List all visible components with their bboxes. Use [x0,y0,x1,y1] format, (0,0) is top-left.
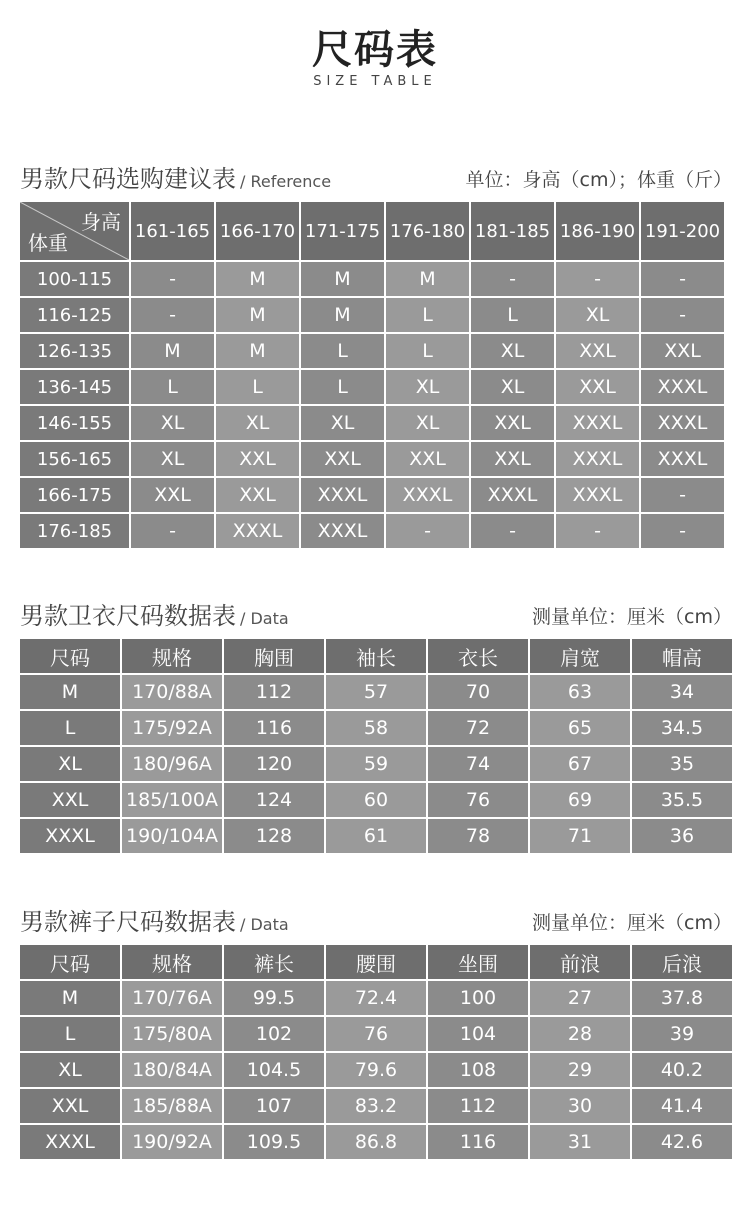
size-cell: XXL [216,478,299,512]
data-cell: 100 [428,981,528,1015]
table-row [20,675,732,709]
column-header: 肩宽 [530,639,630,673]
hoodie-title-en: / Data [240,609,289,628]
data-cell: 185/100A [122,783,222,817]
size-cell: XL [386,406,469,440]
data-cell: 190/92A [122,1125,222,1159]
column-header: 胸围 [224,639,324,673]
size-cell: XXL [556,334,639,368]
height-range-header: 166-170 [216,202,299,260]
data-cell: 74 [428,747,528,781]
size-cell: XL [131,442,214,476]
data-cell: 37.8 [632,981,732,1015]
table-row [20,747,732,781]
size-cell: XL [131,406,214,440]
data-cell: 104.5 [224,1053,324,1087]
weight-range-cell: 166-175 [20,478,129,512]
weight-range-cell: 146-155 [20,406,129,440]
size-cell: - [131,298,214,332]
size-cell: M [216,298,299,332]
table-row [20,514,724,548]
table-row [20,783,732,817]
size-cell: XL [471,334,554,368]
reference-title-en: / Reference [240,172,332,191]
table-row [20,442,724,476]
size-cell: XL [216,406,299,440]
weight-range-cell: 116-125 [20,298,129,332]
size-cell: M [216,262,299,296]
data-cell: 69 [530,783,630,817]
size-cell: - [556,514,639,548]
pants-title-en: / Data [240,915,289,934]
size-cell: XL [301,406,384,440]
table-row [20,1053,732,1087]
data-cell: 36 [632,819,732,853]
size-cell: M [386,262,469,296]
size-cell: XXXL [216,514,299,548]
size-cell: XXXL [641,442,724,476]
data-cell: 102 [224,1017,324,1051]
data-cell: 120 [224,747,324,781]
column-header: 裤长 [224,945,324,979]
size-cell: L [301,370,384,404]
size-cell: - [471,262,554,296]
height-range-header: 186-190 [556,202,639,260]
data-cell: 78 [428,819,528,853]
data-cell: 30 [530,1089,630,1123]
data-cell: 109.5 [224,1125,324,1159]
data-cell: 175/92A [122,711,222,745]
data-cell: 76 [326,1017,426,1051]
reference-title: 男款尺码选购建议表 [20,165,236,193]
table-row [20,370,724,404]
size-cell: - [641,262,724,296]
column-header: 规格 [122,639,222,673]
hoodie-section-header [20,597,732,631]
data-cell: 59 [326,747,426,781]
weight-range-cell: 156-165 [20,442,129,476]
data-cell: 180/84A [122,1053,222,1087]
size-cell: L [131,370,214,404]
pants-unit: 测量单位：厘米（cm） [532,912,732,934]
size-cell: M [301,262,384,296]
size-cell: - [641,514,724,548]
size-cell: XXL [386,442,469,476]
table-row [20,1017,732,1051]
data-cell: 112 [428,1089,528,1123]
data-cell: 170/76A [122,981,222,1015]
size-label-cell: XL [20,747,120,781]
data-cell: 99.5 [224,981,324,1015]
corner-diagonal [20,202,129,260]
height-range-header: 181-185 [471,202,554,260]
column-header: 前浪 [530,945,630,979]
size-cell: XXL [471,442,554,476]
data-cell: 27 [530,981,630,1015]
size-label-cell: XXXL [20,819,120,853]
table-row [20,334,724,368]
reference-table [18,200,726,550]
table-row [20,478,724,512]
weight-range-cell: 176-185 [20,514,129,548]
data-cell: 57 [326,675,426,709]
data-cell: 42.6 [632,1125,732,1159]
size-cell: L [216,370,299,404]
data-cell: 67 [530,747,630,781]
column-header: 衣长 [428,639,528,673]
column-header: 帽高 [632,639,732,673]
reference-section-header [20,160,732,194]
size-cell: - [386,514,469,548]
data-cell: 104 [428,1017,528,1051]
data-cell: 39 [632,1017,732,1051]
size-cell: XXXL [471,478,554,512]
size-label-cell: L [20,711,120,745]
reference-header-row [20,202,724,260]
data-cell: 31 [530,1125,630,1159]
data-cell: 65 [530,711,630,745]
data-cell: 34 [632,675,732,709]
size-label-cell: XXL [20,1089,120,1123]
data-cell: 180/96A [122,747,222,781]
size-cell: XXXL [301,478,384,512]
size-cell: XXXL [386,478,469,512]
size-label-cell: XXXL [20,1125,120,1159]
data-cell: 116 [428,1125,528,1159]
size-cell: XL [471,370,554,404]
size-cell: M [131,334,214,368]
table-row [20,1125,732,1159]
size-cell: - [641,298,724,332]
data-cell: 72 [428,711,528,745]
height-range-header: 171-175 [301,202,384,260]
page-subtitle: SIZE TABLE [313,74,437,89]
data-cell: 35.5 [632,783,732,817]
reference-unit: 单位：身高（cm）；体重（斤） [465,169,732,191]
height-range-header: 176-180 [386,202,469,260]
weight-range-cell: 136-145 [20,370,129,404]
column-header: 尺码 [20,639,120,673]
size-cell: XL [556,298,639,332]
data-cell: 29 [530,1053,630,1087]
size-cell: XL [386,370,469,404]
data-cell: 190/104A [122,819,222,853]
hoodie-unit: 测量单位：厘米（cm） [532,606,732,628]
size-label-cell: M [20,981,120,1015]
page-header [0,24,750,89]
data-cell: 76 [428,783,528,817]
height-range-header: 161-165 [131,202,214,260]
data-cell: 79.6 [326,1053,426,1087]
size-cell: XXXL [556,478,639,512]
corner-height-label: 身高 [81,210,121,234]
hoodie-title: 男款卫衣尺码数据表 [20,602,236,630]
table-row [20,262,724,296]
weight-range-cell: 100-115 [20,262,129,296]
column-header: 规格 [122,945,222,979]
corner-weight-label: 体重 [28,231,68,255]
data-cell: 175/80A [122,1017,222,1051]
size-cell: XXXL [641,370,724,404]
column-header: 袖长 [326,639,426,673]
size-cell: XXL [641,334,724,368]
data-cell: 41.4 [632,1089,732,1123]
size-cell: XXXL [301,514,384,548]
column-header: 尺码 [20,945,120,979]
table-row [20,981,732,1015]
data-cell: 63 [530,675,630,709]
data-cell: 108 [428,1053,528,1087]
data-cell: 72.4 [326,981,426,1015]
data-cell: 58 [326,711,426,745]
column-header: 坐围 [428,945,528,979]
size-label-cell: XL [20,1053,120,1087]
size-cell: - [556,262,639,296]
size-cell: XXXL [556,406,639,440]
table-row [20,1089,732,1123]
hoodie-table [18,637,734,855]
data-cell: 86.8 [326,1125,426,1159]
data-cell: 61 [326,819,426,853]
data-cell: 185/88A [122,1089,222,1123]
data-cell: 60 [326,783,426,817]
pants-section-header [20,903,732,937]
size-label-cell: M [20,675,120,709]
size-label-cell: XXL [20,783,120,817]
data-cell: 116 [224,711,324,745]
data-cell: 128 [224,819,324,853]
size-cell: M [301,298,384,332]
size-cell: L [471,298,554,332]
data-cell: 107 [224,1089,324,1123]
reference-corner-cell [20,202,129,260]
size-cell: XXL [131,478,214,512]
page-title: 尺码表 [312,27,438,73]
table-row [20,406,724,440]
pants-header-row [20,945,732,979]
data-cell: 34.5 [632,711,732,745]
weight-range-cell: 126-135 [20,334,129,368]
size-cell: - [131,514,214,548]
size-cell: XXL [471,406,554,440]
size-cell: - [641,478,724,512]
size-cell: XXXL [556,442,639,476]
height-range-header: 191-200 [641,202,724,260]
size-cell: M [216,334,299,368]
data-cell: 83.2 [326,1089,426,1123]
size-cell: - [471,514,554,548]
size-cell: L [301,334,384,368]
table-row [20,298,724,332]
table-row [20,711,732,745]
data-cell: 170/88A [122,675,222,709]
size-cell: XXL [556,370,639,404]
size-cell: - [131,262,214,296]
data-cell: 70 [428,675,528,709]
size-cell: L [386,334,469,368]
column-header: 后浪 [632,945,732,979]
data-cell: 71 [530,819,630,853]
pants-table [18,943,734,1161]
size-cell: XXXL [641,406,724,440]
size-cell: L [386,298,469,332]
data-cell: 40.2 [632,1053,732,1087]
table-row [20,819,732,853]
data-cell: 28 [530,1017,630,1051]
data-cell: 35 [632,747,732,781]
size-label-cell: L [20,1017,120,1051]
size-cell: XXL [216,442,299,476]
size-cell: XXL [301,442,384,476]
pants-title: 男款裤子尺码数据表 [20,908,236,936]
hoodie-header-row [20,639,732,673]
data-cell: 124 [224,783,324,817]
data-cell: 112 [224,675,324,709]
column-header: 腰围 [326,945,426,979]
